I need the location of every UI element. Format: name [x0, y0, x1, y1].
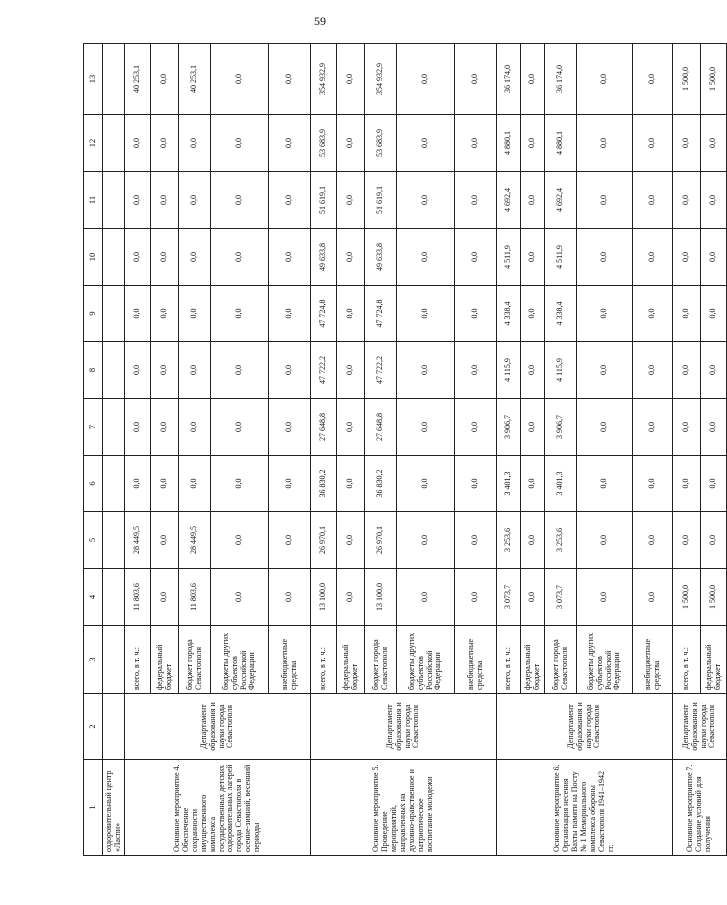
value-cell: 0,0: [577, 44, 633, 115]
funding-source-cell: бюджет города Севастополя: [179, 626, 211, 694]
value-cell: 0,0: [211, 512, 269, 569]
value-cell: 0,0: [673, 399, 701, 456]
activity-name-cell: Основное мероприятие 6. Организация несения Вахты памяти на Посту № 1 Мемориального комплекса обороны Севастополя 1941–1942 гг.: [497, 760, 673, 856]
value-cell: 0,0: [337, 115, 365, 172]
value-cell: 47 722,2: [365, 342, 397, 399]
value-cell: 3 073,7: [545, 569, 577, 626]
value-cell: 0,0: [633, 115, 673, 172]
value-cell: 0,0: [673, 229, 701, 286]
value-cell: 0,0: [397, 512, 455, 569]
funding-source-cell: федеральный бюджет: [521, 626, 545, 694]
funding-source-cell: бюджет города Севастополя: [365, 626, 397, 694]
value-cell: 0,0: [673, 286, 701, 342]
value-cell: 40 253,1: [125, 44, 151, 115]
value-cell: 0,0: [179, 456, 211, 512]
value-cell: 0,0: [633, 569, 673, 626]
column-header-number: 4: [84, 569, 103, 626]
value-cell: 49 633,8: [311, 229, 337, 286]
value-cell: 0,0: [269, 286, 311, 342]
value-cell: 0,0: [151, 115, 179, 172]
executor-cell: Департамент образования и науки города Севастополя: [125, 694, 311, 760]
value-cell: 11 803,6: [125, 569, 151, 626]
funding-source-cell: бюджеты других субъектов Российской Федерации: [211, 626, 269, 694]
table-row: [125, 44, 151, 856]
funding-source-cell: федеральный бюджет: [151, 626, 179, 694]
value-cell: 1 500,0: [673, 44, 701, 115]
value-cell: 0,0: [633, 44, 673, 115]
value-cell: 0,0: [269, 512, 311, 569]
funding-source-cell: бюджет города Севастополя: [545, 626, 577, 694]
column-header-number: 11: [84, 172, 103, 229]
value-cell: 0,0: [455, 115, 497, 172]
value-cell: 27 648,8: [365, 399, 397, 456]
value-cell: 36 830,2: [365, 456, 397, 512]
value-cell: 0,0: [337, 172, 365, 229]
value-cell: 0,0: [577, 512, 633, 569]
value-cell: [103, 342, 125, 399]
funding-source-cell: всего, в т. ч.:: [125, 626, 151, 694]
value-cell: 0,0: [397, 286, 455, 342]
value-cell: 0,0: [673, 342, 701, 399]
value-cell: 0,0: [521, 399, 545, 456]
value-cell: [103, 512, 125, 569]
value-cell: [103, 44, 125, 115]
value-cell: 0,0: [455, 342, 497, 399]
value-cell: 0,0: [337, 44, 365, 115]
value-cell: 0,0: [269, 569, 311, 626]
value-cell: 0,0: [397, 342, 455, 399]
value-cell: 51 619,1: [365, 172, 397, 229]
value-cell: 0,0: [701, 115, 727, 172]
value-cell: 354 932,9: [311, 44, 337, 115]
value-cell: 0,0: [701, 286, 727, 342]
value-cell: 0,0: [151, 229, 179, 286]
value-cell: 0,0: [633, 229, 673, 286]
funding-source-cell: внебюджетные средства: [633, 626, 673, 694]
value-cell: 0,0: [125, 286, 151, 342]
value-cell: 0,0: [577, 456, 633, 512]
value-cell: 0,0: [269, 399, 311, 456]
value-cell: 0,0: [397, 569, 455, 626]
column-header-number: 12: [84, 115, 103, 172]
value-cell: 53 683,9: [365, 115, 397, 172]
executor-cell: Департамент образования и науки города Севастополя: [673, 694, 727, 760]
value-cell: 0,0: [633, 456, 673, 512]
value-cell: 0,0: [455, 172, 497, 229]
table-row: [673, 44, 701, 856]
funding-source-cell: внебюджетные средства: [269, 626, 311, 694]
value-cell: 51 619,1: [311, 172, 337, 229]
value-cell: [103, 229, 125, 286]
value-cell: 4 692,4: [545, 172, 577, 229]
header-row: [84, 44, 103, 856]
value-cell: [103, 286, 125, 342]
value-cell: 0,0: [397, 172, 455, 229]
value-cell: 4 338,4: [545, 286, 577, 342]
value-cell: 0,0: [125, 456, 151, 512]
value-cell: 0,0: [701, 229, 727, 286]
value-cell: 0,0: [151, 512, 179, 569]
value-cell: 0,0: [701, 342, 727, 399]
value-cell: 28 449,5: [125, 512, 151, 569]
value-cell: 0,0: [179, 229, 211, 286]
value-cell: 47 722,2: [311, 342, 337, 399]
value-cell: 0,0: [455, 229, 497, 286]
value-cell: 3 906,7: [545, 399, 577, 456]
value-cell: 0,0: [633, 512, 673, 569]
value-cell: 0,0: [633, 172, 673, 229]
value-cell: [103, 569, 125, 626]
value-cell: 0,0: [151, 44, 179, 115]
executor-cell: [103, 694, 125, 760]
value-cell: 0,0: [577, 399, 633, 456]
value-cell: 0,0: [521, 44, 545, 115]
value-cell: 0,0: [455, 569, 497, 626]
value-cell: 0,0: [211, 172, 269, 229]
value-cell: 0,0: [455, 44, 497, 115]
value-cell: 0,0: [633, 399, 673, 456]
value-cell: 0,0: [397, 399, 455, 456]
value-cell: 3 906,7: [497, 399, 521, 456]
value-cell: 0,0: [455, 456, 497, 512]
value-cell: 0,0: [521, 512, 545, 569]
value-cell: 0,0: [337, 456, 365, 512]
value-cell: 0,0: [397, 229, 455, 286]
executor-cell: Департамент образования и науки города Севастополя: [497, 694, 673, 760]
value-cell: [103, 456, 125, 512]
value-cell: 4 511,9: [497, 229, 521, 286]
value-cell: 0,0: [269, 172, 311, 229]
value-cell: 0,0: [211, 286, 269, 342]
column-header-number: 1: [84, 760, 103, 856]
value-cell: 0,0: [521, 229, 545, 286]
value-cell: 0,0: [521, 115, 545, 172]
value-cell: 354 932,9: [365, 44, 397, 115]
value-cell: 4 880,1: [497, 115, 521, 172]
column-header-number: 8: [84, 342, 103, 399]
table-body: [84, 44, 727, 856]
value-cell: 53 683,9: [311, 115, 337, 172]
budget-table: [83, 43, 727, 856]
value-cell: 13 100,0: [365, 569, 397, 626]
value-cell: 0,0: [179, 342, 211, 399]
value-cell: 11 803,6: [179, 569, 211, 626]
value-cell: 0,0: [337, 399, 365, 456]
column-header-number: 5: [84, 512, 103, 569]
value-cell: 0,0: [577, 172, 633, 229]
value-cell: 3 401,3: [497, 456, 521, 512]
funding-source-cell: бюджеты других субъектов Российской Федерации: [577, 626, 633, 694]
column-header-number: 2: [84, 694, 103, 760]
table-row: [103, 44, 125, 856]
value-cell: 0,0: [179, 399, 211, 456]
value-cell: 0,0: [577, 115, 633, 172]
value-cell: 3 253,6: [545, 512, 577, 569]
value-cell: 0,0: [269, 342, 311, 399]
value-cell: 0,0: [151, 399, 179, 456]
value-cell: 0,0: [673, 512, 701, 569]
value-cell: 0,0: [577, 229, 633, 286]
funding-source-cell: всего, в т. ч.:: [497, 626, 521, 694]
value-cell: 36 174,0: [545, 44, 577, 115]
value-cell: 0,0: [269, 115, 311, 172]
value-cell: 0,0: [151, 286, 179, 342]
rotated-table-container: [83, 44, 722, 856]
value-cell: 0,0: [211, 115, 269, 172]
value-cell: 0,0: [455, 286, 497, 342]
column-header-number: 9: [84, 286, 103, 342]
page-number: 59: [314, 14, 326, 28]
activity-name-cell: оздоровительный центр «Ласпи»: [103, 760, 125, 856]
value-cell: 0,0: [179, 115, 211, 172]
value-cell: 3 401,3: [545, 456, 577, 512]
value-cell: 0,0: [673, 115, 701, 172]
value-cell: 3 253,6: [497, 512, 521, 569]
value-cell: 0,0: [701, 172, 727, 229]
value-cell: 40 253,1: [179, 44, 211, 115]
value-cell: 0,0: [521, 172, 545, 229]
funding-source-cell: всего, в т. ч.:: [673, 626, 701, 694]
column-header-number: 13: [84, 44, 103, 115]
value-cell: 0,0: [455, 512, 497, 569]
value-cell: 0,0: [455, 399, 497, 456]
value-cell: 0,0: [211, 44, 269, 115]
value-cell: 4 115,9: [497, 342, 521, 399]
value-cell: 0,0: [151, 172, 179, 229]
value-cell: 0,0: [337, 286, 365, 342]
column-header-number: 3: [84, 626, 103, 694]
funding-source-cell: федеральный бюджет: [701, 626, 727, 694]
value-cell: [103, 115, 125, 172]
value-cell: 0,0: [125, 172, 151, 229]
table-row: [497, 44, 521, 856]
value-cell: 0,0: [125, 229, 151, 286]
value-cell: 0,0: [673, 172, 701, 229]
value-cell: 47 724,8: [365, 286, 397, 342]
value-cell: 0,0: [211, 569, 269, 626]
value-cell: 26 970,1: [311, 512, 337, 569]
value-cell: 0,0: [633, 286, 673, 342]
value-cell: 4 511,9: [545, 229, 577, 286]
value-cell: 0,0: [125, 342, 151, 399]
value-cell: 1 500,0: [701, 569, 727, 626]
value-cell: 0,0: [521, 456, 545, 512]
funding-source-cell: внебюджетные средства: [455, 626, 497, 694]
value-cell: 0,0: [521, 569, 545, 626]
executor-cell: Департамент образования и науки города Севастополя: [311, 694, 497, 760]
value-cell: 0,0: [397, 115, 455, 172]
value-cell: 0,0: [701, 512, 727, 569]
value-cell: 0,0: [397, 456, 455, 512]
value-cell: 4 338,4: [497, 286, 521, 342]
value-cell: 3 073,7: [497, 569, 521, 626]
value-cell: 36 174,0: [497, 44, 521, 115]
value-cell: 0,0: [179, 286, 211, 342]
value-cell: 0,0: [269, 44, 311, 115]
value-cell: 1 500,0: [701, 44, 727, 115]
value-cell: 0,0: [673, 456, 701, 512]
value-cell: 0,0: [151, 569, 179, 626]
activity-name-cell: Основное мероприятие 5. Проведение мероприятий, направленных на духовно-нравственное и патриотическое воспитание молодежи: [311, 760, 497, 856]
value-cell: 0,0: [337, 342, 365, 399]
value-cell: [103, 172, 125, 229]
value-cell: 1 500,0: [673, 569, 701, 626]
value-cell: 0,0: [337, 569, 365, 626]
funding-source-cell: федеральный бюджет: [337, 626, 365, 694]
value-cell: 0,0: [125, 115, 151, 172]
table-row: [311, 44, 337, 856]
value-cell: 49 633,8: [365, 229, 397, 286]
value-cell: 0,0: [337, 229, 365, 286]
column-header-number: 6: [84, 456, 103, 512]
value-cell: 0,0: [577, 569, 633, 626]
value-cell: 36 830,2: [311, 456, 337, 512]
value-cell: 28 449,5: [179, 512, 211, 569]
value-cell: 0,0: [701, 456, 727, 512]
value-cell: 0,0: [125, 399, 151, 456]
value-cell: 4 880,1: [545, 115, 577, 172]
column-header-number: 7: [84, 399, 103, 456]
value-cell: 4 692,4: [497, 172, 521, 229]
value-cell: 0,0: [211, 456, 269, 512]
value-cell: 4 115,9: [545, 342, 577, 399]
column-header-number: 10: [84, 229, 103, 286]
value-cell: 0,0: [633, 342, 673, 399]
value-cell: 0,0: [151, 342, 179, 399]
value-cell: 0,0: [211, 229, 269, 286]
value-cell: 27 648,8: [311, 399, 337, 456]
value-cell: 0,0: [521, 286, 545, 342]
value-cell: 0,0: [211, 342, 269, 399]
value-cell: 0,0: [577, 342, 633, 399]
funding-source-cell: бюджеты других субъектов Российской Федерации: [397, 626, 455, 694]
value-cell: 26 970,1: [365, 512, 397, 569]
activity-name-cell: Основное мероприятие 4. Обеспечение сохранности имущественного комплекса государственных детских оздоровительных лагерей города Севастополя в осенне-зимний, весенний периоды: [125, 760, 311, 856]
value-cell: 13 100,0: [311, 569, 337, 626]
value-cell: 0,0: [179, 172, 211, 229]
value-cell: 0,0: [397, 44, 455, 115]
value-cell: 0,0: [269, 456, 311, 512]
value-cell: [103, 399, 125, 456]
value-cell: 0,0: [269, 229, 311, 286]
value-cell: 0,0: [211, 399, 269, 456]
value-cell: 47 724,8: [311, 286, 337, 342]
value-cell: 0,0: [337, 512, 365, 569]
funding-source-cell: всего, в т. ч.:: [311, 626, 337, 694]
value-cell: 0,0: [577, 286, 633, 342]
value-cell: 0,0: [151, 456, 179, 512]
funding-source-cell: [103, 626, 125, 694]
value-cell: 0,0: [521, 342, 545, 399]
value-cell: 0,0: [701, 399, 727, 456]
activity-name-cell: Основное мероприятие 7. Создание условий для получения: [673, 760, 727, 856]
